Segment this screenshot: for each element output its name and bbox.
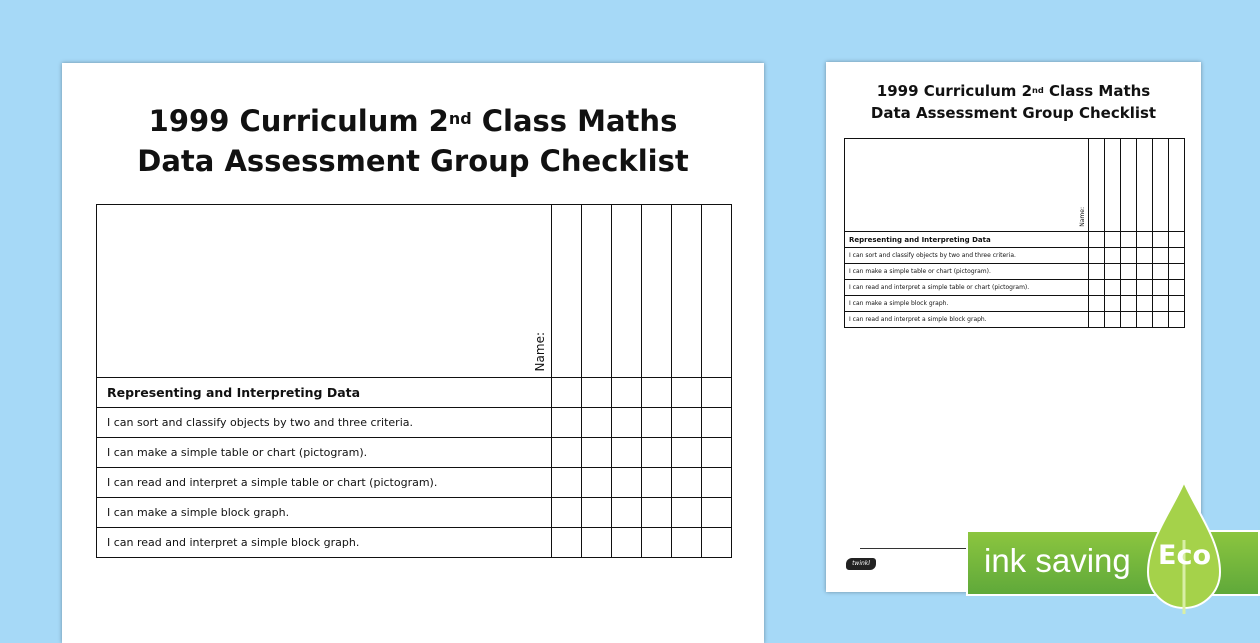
criterion-text: I can read and interpret a simple block graph. [845,312,1089,328]
name-label: Name: [1079,207,1086,227]
criterion-text: I can read and interpret a simple table or chart (pictogram). [97,468,552,498]
section-heading-row [845,232,1185,248]
name-header-cell [845,139,1089,232]
ink-saving-text: ink saving [984,542,1131,579]
eco-label: Eco [1158,540,1211,571]
student-name-cell [611,205,641,378]
twinkl-logo: twinkl [846,558,876,570]
student-name-cell [701,205,731,378]
student-name-cell [671,205,701,378]
worksheet-title: 1999 Curriculum 2nd Class Maths Data Assessment Group Checklist [137,104,689,178]
criterion-text: I can make a simple table or chart (pictogram). [97,438,552,468]
section-heading: Representing and Interpreting Data [845,232,1089,248]
worksheet-title-small: 1999 Curriculum 2nd Class Maths Data Assessment Group Checklist [870,82,1157,122]
name-label: Name: [532,331,547,371]
criterion-text: I can read and interpret a simple block graph. [97,528,552,558]
criterion-text: I can make a simple block graph. [97,498,552,528]
criterion-row [97,498,732,528]
section-heading: Representing and Interpreting Data [97,378,552,408]
criterion-row [845,248,1185,264]
student-name-cell [551,205,581,378]
criterion-row [845,312,1185,328]
criterion-row [845,264,1185,280]
student-name-cell [641,205,671,378]
criterion-row [97,468,732,498]
criterion-row [845,280,1185,296]
checklist-header-row [845,139,1185,232]
criterion-text: I can read and interpret a simple table or chart (pictogram). [845,280,1089,296]
checklist-header-row [97,205,732,378]
section-heading-row [97,378,732,408]
name-header-cell [97,205,552,378]
assessment-checklist-table-small [844,138,1185,328]
worksheet-preview-large [62,63,764,643]
criterion-text: I can make a simple block graph. [845,296,1089,312]
criterion-text: I can sort and classify objects by two and three criteria. [845,248,1089,264]
criterion-row [97,438,732,468]
student-name-cell [581,205,611,378]
worksheet-preview-small [826,62,1201,592]
criterion-row [845,296,1185,312]
criterion-text: I can make a simple table or chart (pictogram). [845,264,1089,280]
criterion-row [97,528,732,558]
criterion-row [97,408,732,438]
criterion-text: I can sort and classify objects by two and three criteria. [97,408,552,438]
assessment-checklist-table [96,204,732,558]
